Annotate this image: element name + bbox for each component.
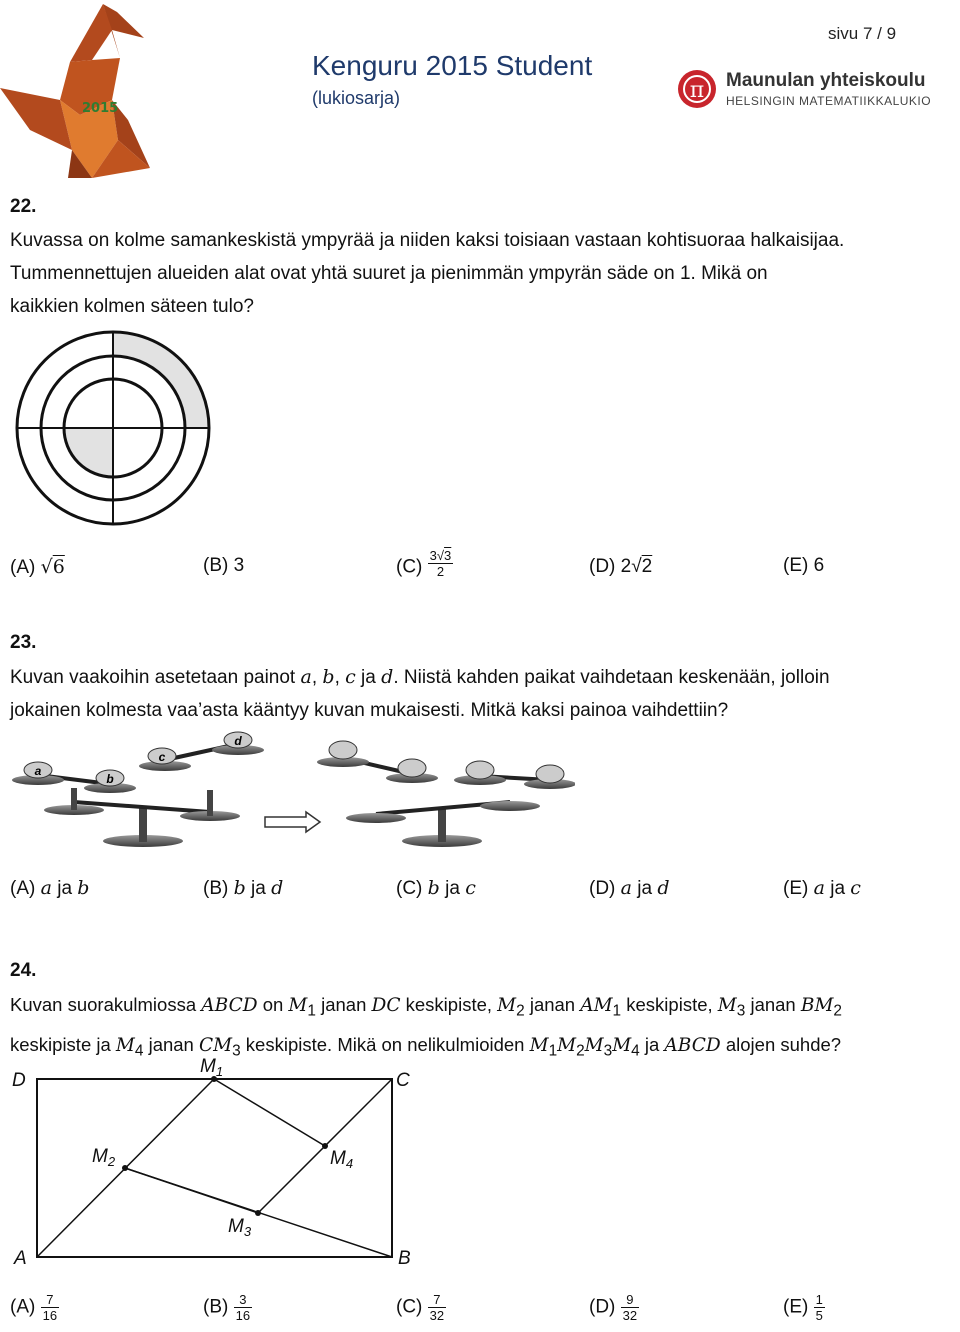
svg-text:M3: $M_3$	[228, 1216, 252, 1239]
q24-option-a[interactable]: (A) $\frac{7}{16}$	[10, 1292, 58, 1323]
page-number: sivu 7 / 9	[828, 24, 897, 43]
svg-text:M1: $M_1$	[200, 1056, 224, 1079]
svg-text:M2: $M_2$	[92, 1146, 116, 1169]
question-text-23	[10, 661, 955, 727]
rectangle-figure	[0, 1050, 430, 1280]
school-name: Maunulan yhteiskoulu	[726, 70, 926, 91]
svg-text:D: D	[12, 1070, 26, 1091]
q22-option-c[interactable]: (C) $\frac{3√3}{2}$	[396, 548, 452, 579]
q24-line-1: Kuvan suorakulmiossa ABCD on $M_1$ janan DC keskipiste, $M_2$ janan $AM_1$ keskipiste, $M_3$ janan $BM_2$	[10, 994, 842, 1020]
q22-option-e[interactable]: (E) 6	[783, 555, 825, 576]
question-text-22	[10, 224, 844, 323]
svg-text:c: c	[158, 750, 166, 764]
q22-option-d[interactable]: (D) 2√2	[589, 556, 653, 577]
page-title: Kenguru 2015 Student	[312, 50, 593, 81]
svg-text:a: a	[34, 764, 42, 778]
q24-option-d[interactable]: (D) $\frac{9}{32}$	[589, 1292, 638, 1323]
question-number-22: 22.	[10, 196, 37, 217]
q24-option-e[interactable]: (E) $\frac{1}{5}$	[783, 1292, 823, 1323]
svg-text:M4: $M_4$	[330, 1148, 354, 1171]
svg-text:B: B	[398, 1248, 411, 1269]
arrow-right-icon	[265, 812, 320, 832]
q22-option-a[interactable]: (A) √6	[10, 556, 65, 578]
q22-line-2: Tummennettujen alueiden alat ovat yhtä suuret ja pienimmän ympyrän säde on 1. Mikä on	[10, 263, 768, 284]
kangaroo-icon	[0, 0, 160, 180]
svg-text:d: d	[234, 734, 242, 748]
q24-option-c[interactable]: (C) $\frac{7}{32}$	[396, 1292, 445, 1323]
svg-text:A: A	[14, 1248, 27, 1269]
pi-icon	[676, 68, 718, 110]
svg-text:C: C	[396, 1070, 410, 1091]
page-subtitle: (lukiosarja)	[312, 88, 401, 108]
scales-after	[317, 741, 575, 847]
q24-option-b[interactable]: (B) $\frac{3}{16}$	[203, 1292, 251, 1323]
kangaroo-logo	[0, 0, 160, 180]
q22-option-b[interactable]: (B) 3	[203, 555, 245, 576]
q23-option-e[interactable]: (E) a ja c	[783, 877, 861, 899]
q22-c-fraction: $\frac{3√3}{2}$	[429, 548, 452, 579]
school-logo	[676, 68, 946, 112]
question-number-23: 23.	[10, 632, 37, 653]
q23-option-c[interactable]: (C) b ja c	[396, 877, 476, 899]
q23-option-d[interactable]: (D) a ja d	[589, 877, 670, 899]
scales-before	[12, 732, 264, 847]
q22-line-1: Kuvassa on kolme samankeskistä ympyrää ja niiden kaksi toisiaan vastaan kohtisuoraa halkaisijaa.	[10, 230, 845, 251]
balance-scales-figure	[10, 728, 575, 853]
concentric-circles-figure	[10, 328, 216, 528]
q23-option-a[interactable]: (A) a ja b	[10, 877, 90, 899]
q23-option-b[interactable]: (B) b ja d	[203, 877, 284, 899]
svg-text:b: b	[106, 772, 114, 786]
q22-line-3: kaikkien kolmen säteen tulo?	[10, 296, 254, 317]
svg-text:2015: 2015	[82, 101, 119, 116]
q23-line-2: jokainen kolmesta vaa’asta kääntyy kuvan mukaisesti. Mitkä kaksi painoa vaihdettiin?	[10, 700, 729, 721]
q23-line-1: Kuvan vaakoihin asetetaan painot a, b, c ja d. Niistä kahden paikat vaihdetaan keskenään, jolloin	[10, 666, 830, 688]
question-number-24: 24.	[10, 960, 37, 981]
svg-text:π: π	[689, 78, 705, 103]
q24-line-2: keskipiste ja $M_4$ janan $CM_3$ keskipiste. Mikä on nelikulmioiden $M_1M_2M_3M_4$ ja ABCD alojen suhde?	[10, 1033, 842, 1060]
school-subtitle: HELSINGIN MATEMATIIKKALUKIO	[726, 94, 932, 108]
